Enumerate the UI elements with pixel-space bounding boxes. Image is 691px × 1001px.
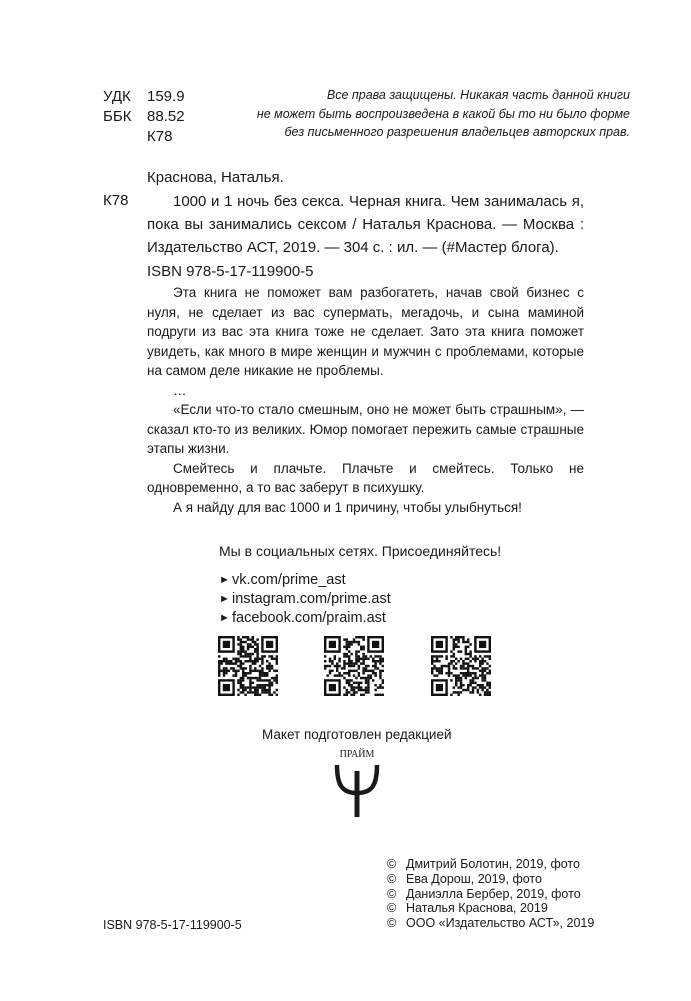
copyright-symbol: © [387, 901, 397, 916]
instagram-qr-code [324, 636, 384, 696]
social-link-instagram[interactable] [219, 590, 391, 609]
copyright-line [387, 872, 594, 887]
copyright-text: Ева Дорош, 2019, фото [406, 871, 542, 886]
rights-notice [230, 86, 630, 142]
udk-value: 159.9 [147, 88, 185, 105]
social-link-label: instagram.com/prime.ast [232, 591, 391, 607]
rights-line: не может быть воспроизведена в какой бы то ни было форме [256, 106, 630, 121]
copyright-line [387, 901, 594, 916]
rights-line: Все права защищены. Никакая часть данной книги [326, 88, 630, 102]
bibliographic-entry: 1000 и 1 ночь без секса. Черная книга. Чем занималась я, пока вы занимались сексом / Наталья Краснова. — Москва : Издательство АСТ, 2019. — 304 с. : ил. — (#Мастер блога). [147, 193, 584, 256]
copyright-line [387, 887, 594, 902]
annotation-ellipsis: … [173, 382, 187, 398]
social-links [219, 571, 391, 628]
annotation-paragraph: Смейтесь и плачьте. Плачьте и смейтесь. Только не одновременно, а то вас заберут в психушку. [147, 460, 584, 495]
copyright-line [387, 916, 594, 931]
isbn-bottom: ISBN 978-5-17-119900-5 [103, 918, 242, 932]
copyright-text: Даниэлла Бербер, 2019, фото [406, 886, 581, 901]
copyright-text: Наталья Краснова, 2019 [406, 901, 548, 916]
copyright-symbol: © [387, 857, 397, 871]
vk-qr-code [218, 636, 278, 696]
maket-note: Макет подготовлен редакцией [262, 727, 452, 742]
udk-row [103, 87, 185, 107]
author-mark-row [103, 127, 185, 147]
rights-line: без письменного разрешения владельцев авторских прав. [284, 125, 630, 139]
prime-logo [330, 749, 384, 819]
author-mark: К78 [103, 192, 129, 209]
arrow-icon: ► [219, 593, 230, 605]
bbk-row [103, 107, 185, 127]
copyright-symbol: © [387, 916, 397, 931]
copyright-text: Дмитрий Болотин, 2019, фото [406, 857, 580, 871]
copyright-symbol: © [387, 871, 397, 886]
psi-logo-icon [334, 763, 380, 819]
author-mark-value: К78 [147, 128, 173, 145]
logo-text: ПРАЙМ [339, 749, 375, 760]
annotation-paragraph: Эта книга не поможет вам разбогатеть, начав свой бизнес с нуля, не сделает из вас супермать, мегадочь, и сына маминой подруги из вас эта книга тоже не сделает. Зато эта книга поможет увидеть, как много в мире женщин и мужчин с проблемами, которые на самом деле никакие не проблемы. [147, 285, 584, 378]
annotation [147, 283, 584, 517]
arrow-icon: ► [219, 574, 230, 586]
social-heading: Мы в социальных сетях. Присоединяйтесь! [219, 543, 502, 559]
social-link-label: facebook.com/praim.ast [232, 610, 386, 626]
isbn-top: ISBN 978-5-17-119900-5 [147, 263, 314, 280]
copyright-symbol: © [387, 886, 397, 901]
classification-codes [103, 87, 185, 147]
copyright-list [387, 857, 594, 931]
social-link-facebook[interactable] [219, 609, 391, 628]
copyright-text: ООО «Издательство АСТ», 2019 [406, 916, 595, 931]
facebook-qr-code [431, 636, 491, 696]
author-mark-label [103, 127, 147, 147]
annotation-paragraph: А я найду для вас 1000 и 1 причину, чтобы улыбнуться! [173, 499, 522, 515]
arrow-icon: ► [219, 612, 230, 624]
bbk-label: ББК [103, 108, 132, 125]
author-name: Краснова, Наталья. [147, 169, 284, 186]
copyright-line [387, 857, 594, 872]
social-link-label: vk.com/prime_ast [232, 572, 346, 588]
annotation-paragraph: «Если что-то стало смешным, оно не может быть страшным», — сказал кто-то из великих. Юмор помогает пережить самые страшные этапы жизни. [147, 402, 584, 456]
social-link-vk[interactable] [219, 571, 391, 590]
bbk-value: 88.52 [147, 108, 185, 125]
udk-label: УДК [103, 88, 131, 105]
